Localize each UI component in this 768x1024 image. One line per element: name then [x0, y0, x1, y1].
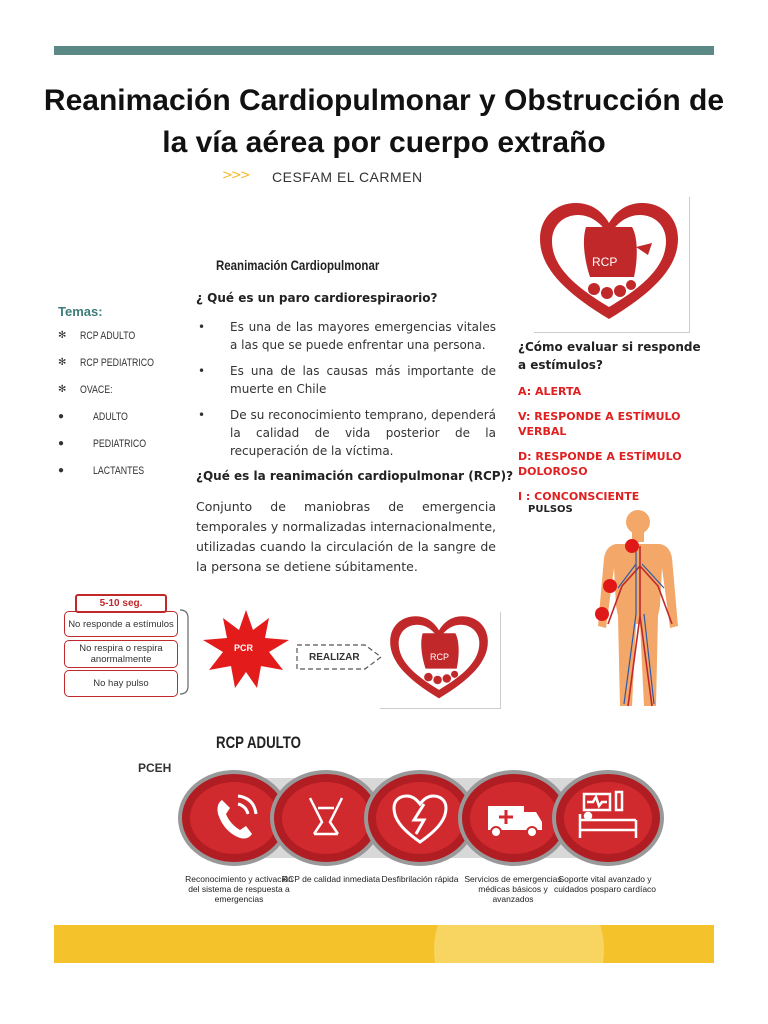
- criteria-box: No responde a estímulos: [64, 611, 178, 637]
- chain-label-4: Servicios de emergencias médicas básicos y avanzados: [464, 874, 562, 904]
- rcp-adulto-heading: RCP ADULTO: [216, 733, 301, 752]
- subtitle: CESFAM EL CARMEN: [272, 169, 423, 185]
- chain-link-3: [366, 772, 474, 864]
- pcr-label: PCR: [234, 643, 254, 653]
- realizar-label: REALIZAR: [309, 652, 360, 663]
- dot-bullet-icon: ●: [58, 465, 65, 476]
- asterisk-bullet-icon: ✻: [58, 330, 67, 341]
- paro-question: ¿ Qué es un paro cardiorespiraorio?: [196, 291, 438, 305]
- time-badge: 5-10 seg.: [75, 594, 167, 613]
- chain-label-5: Soporte vital avanzado y cuidados posparo cardíaco: [553, 874, 657, 894]
- top-accent-bar: [54, 46, 714, 55]
- pceh-label: PCEH: [138, 761, 172, 775]
- chain-label-1: Reconocimiento y activación del sistema de respuesta a emergencias: [185, 874, 293, 904]
- human-body-pulses-icon: [582, 506, 708, 718]
- criteria-box: No hay pulso: [64, 670, 178, 697]
- chain-link-2: [272, 772, 380, 864]
- diagram-heart: [380, 612, 501, 709]
- arrows-icon: >>>: [222, 168, 249, 183]
- heart-logo-text: RCP: [592, 255, 618, 269]
- pulsos-label: PULSOS: [528, 504, 573, 515]
- asterisk-bullet-icon: ✻: [58, 357, 67, 368]
- dot-bullet-icon: •: [198, 364, 206, 378]
- temas-item: ✻ RCP PEDIATRICO: [58, 357, 154, 369]
- section-heading: Reanimación Cardiopulmonar: [216, 257, 380, 273]
- temas-subitem: ● LACTANTES: [58, 465, 145, 477]
- rcp-definition: Conjunto de maniobras de emergencia temporales y normalizadas internacionalmente, utilizadas cuando la circulación de la sangre de la persona se detiene súbitamente.: [196, 499, 496, 574]
- dot-bullet-icon: •: [198, 320, 206, 334]
- asterisk-bullet-icon: ✻: [58, 384, 67, 395]
- avdi-item: V: RESPONDE A ESTÍMULO VERBAL: [518, 410, 681, 438]
- temas-item: ✻ OVACE:: [58, 384, 113, 396]
- chain-label-2: RCP de calidad inmediata: [281, 874, 381, 884]
- chain-of-survival: [174, 764, 668, 872]
- chain-label-3: Desfibrilación rápida: [381, 874, 459, 884]
- heart-logo: [534, 197, 690, 333]
- page-title: Reanimación Cardiopulmonar y Obstrucción de la vía aérea por cuerpo extraño: [43, 84, 725, 159]
- paro-bullets: [196, 318, 496, 468]
- diagram-rcp-label: RCP: [430, 652, 450, 662]
- dot-bullet-icon: •: [198, 408, 206, 422]
- avdi-item: I : CONCONSCIENTE: [518, 490, 640, 503]
- bracket-icon: [178, 608, 194, 696]
- paro-bullet: • De su reconocimiento temprano, dependerá la calidad de vida posterior de la recuperación de la víctima.: [198, 408, 497, 458]
- criteria-box: No respira o respira anormalmente: [64, 640, 178, 668]
- dot-bullet-icon: ●: [58, 411, 65, 422]
- temas-subitem: ● ADULTO: [58, 411, 128, 423]
- avdi-item: A: ALERTA: [518, 385, 582, 398]
- paro-bullet: • Es una de las mayores emergencias vitales a las que se puede enfrentar una persona.: [198, 320, 496, 352]
- avdi-list: [518, 384, 708, 514]
- paro-bullet: • Es una de las causas más importante de muerte en Chile: [198, 364, 496, 396]
- temas-heading: Temas:: [58, 304, 103, 319]
- temas-subitem: ● PEDIATRICO: [58, 438, 147, 450]
- temas-item: ✻ RCP ADULTO: [58, 330, 136, 342]
- rcp-question: ¿Qué es la reanimación cardiopulmonar (RCP)?: [196, 469, 514, 483]
- bottom-accent-bar: [54, 925, 714, 963]
- chain-link-5: [554, 772, 662, 864]
- eval-question: ¿Cómo evaluar si responde a estímulos?: [518, 340, 701, 372]
- bottom-bar-circle: [434, 925, 604, 963]
- dot-bullet-icon: ●: [58, 438, 65, 449]
- temas-list: [58, 330, 173, 492]
- avdi-item: D: RESPONDE A ESTÍMULO DOLOROSO: [518, 450, 682, 478]
- body-figure: [582, 506, 708, 718]
